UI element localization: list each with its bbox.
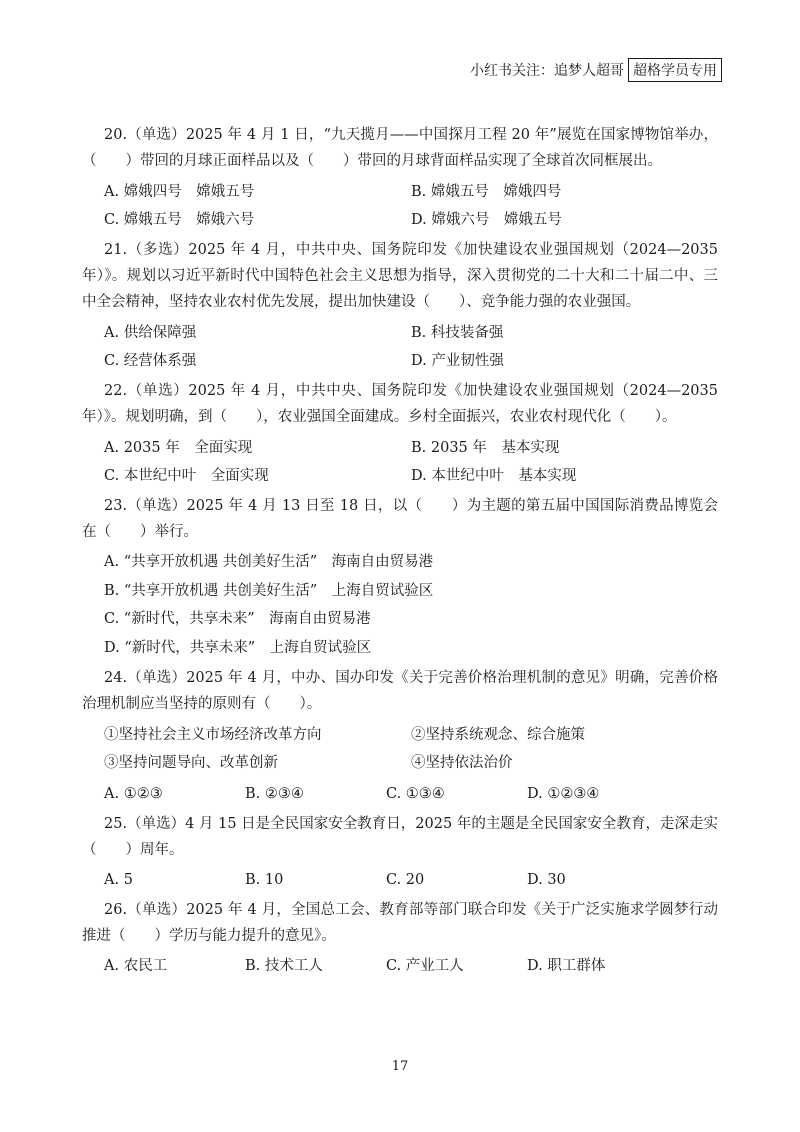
question-stem: 24.（单选）2025 年 4 月，中办、国办印发《关于完善价格治理机制的意见》明确，完善价格治理机制应当坚持的原则有（ ）。	[82, 670, 718, 712]
question-24	[82, 665, 718, 808]
statement-group	[104, 721, 718, 777]
question-21	[82, 237, 718, 375]
question-20	[82, 122, 718, 234]
option-group	[104, 434, 718, 490]
question-stem: 21.（多选）2025 年 4 月，中共中央、国务院印发《加快建设农业强国规划（2024—2035 年）》。规划以习近平新时代中国特色社会主义思想为指导，深入贯彻党的二十大和二十届二中、三中全会精神，坚持农业农村优先发展，提出加快建设（ ）、竞争能力强的农业强国。	[82, 242, 718, 310]
option-b: B. 10	[245, 872, 284, 888]
option-c: C. 本世纪中叶 全面实现	[104, 468, 269, 484]
header-follow-text: 小红书关注：追梦人超哥	[470, 63, 624, 79]
option-b: B. 嫦娥五号 嫦娥四号	[411, 184, 562, 200]
option-c: C. 产业工人	[386, 958, 464, 974]
option-c: C. 20	[386, 872, 425, 888]
question-23	[82, 493, 718, 662]
statement-3: ③坚持问题导向、改革创新	[104, 755, 278, 771]
option-b: B. 技术工人	[245, 958, 323, 974]
option-a: A. “共享开放机遇 共创美好生活” 海南自由贸易港	[104, 554, 434, 570]
option-b: B. ②③④	[245, 786, 304, 802]
option-b: B. 2035 年 基本实现	[411, 440, 560, 456]
page-header	[470, 58, 722, 82]
statement-4: ④坚持依法治价	[411, 755, 513, 771]
option-group	[104, 866, 718, 894]
option-a: A. ①②③	[104, 786, 163, 802]
option-d: D. 30	[527, 872, 566, 888]
option-d: D. 职工群体	[527, 958, 606, 974]
option-d: D. “新时代，共享未来” 上海自贸试验区	[104, 639, 372, 656]
option-d: D. 产业韧性强	[411, 353, 504, 369]
statement-2: ②坚持系统观念、综合施策	[411, 727, 585, 743]
option-b: B. “共享开放机遇 共创美好生活” 上海自贸试验区	[104, 582, 434, 599]
page-number: 17	[391, 1059, 409, 1074]
question-stem: 23.（单选）2025 年 4 月 13 日至 18 日，以（ ）为主题的第五届中国国际消费品博览会在（ ）举行。	[82, 498, 718, 540]
option-d: D. ①②③④	[527, 786, 600, 802]
question-22	[82, 378, 718, 490]
header-badge: 超格学员专用	[628, 58, 722, 82]
option-d: D. 本世纪中叶 基本实现	[411, 468, 577, 484]
option-a: A. 5	[104, 872, 133, 888]
option-d: D. 嫦娥六号 嫦娥五号	[411, 212, 562, 228]
question-26	[82, 897, 718, 980]
option-group	[104, 319, 718, 375]
question-stem: 20.（单选）2025 年 4 月 1 日，“九天揽月——中国探月工程 20 年”展览在国家博物馆举办，（ ）带回的月球正面样品以及（ ）带回的月球背面样品实现了全球首次同框展出。	[82, 127, 718, 169]
option-b: B. 科技装备强	[411, 325, 504, 341]
option-a: A. 农民工	[104, 958, 168, 974]
option-c: C. 经营体系强	[104, 353, 197, 369]
option-group	[104, 178, 718, 234]
option-a: A. 嫦娥四号 嫦娥五号	[104, 184, 255, 200]
option-c: C. “新时代，共享未来” 海南自由贸易港	[104, 611, 371, 627]
option-a: A. 供给保障强	[104, 325, 197, 341]
option-group	[104, 952, 718, 980]
question-stem: 22.（单选）2025 年 4 月，中共中央、国务院印发《加快建设农业强国规划（2024—2035 年）》。规划明确，到（ ），农业强国全面建成。乡村全面振兴，农业农村现代化（ ）。	[82, 383, 718, 425]
option-c: C. 嫦娥五号 嫦娥六号	[104, 212, 255, 228]
question-stem: 26.（单选）2025 年 4 月，全国总工会、教育部等部门联合印发《关于广泛实施求学圆梦行动 推进（ ）学历与能力提升的意见》。	[82, 902, 718, 944]
option-group	[104, 780, 718, 808]
question-list	[82, 122, 718, 983]
statement-1: ①坚持社会主义市场经济改革方向	[104, 727, 322, 743]
question-25	[82, 811, 718, 894]
option-a: A. 2035 年 全面实现	[104, 440, 253, 456]
option-c: C. ①③④	[386, 786, 445, 802]
question-stem: 25.（单选）4 月 15 日是全民国家安全教育日，2025 年的主题是全民国家安全教育，走深走实（ ）周年。	[82, 816, 718, 858]
option-group	[104, 548, 718, 662]
